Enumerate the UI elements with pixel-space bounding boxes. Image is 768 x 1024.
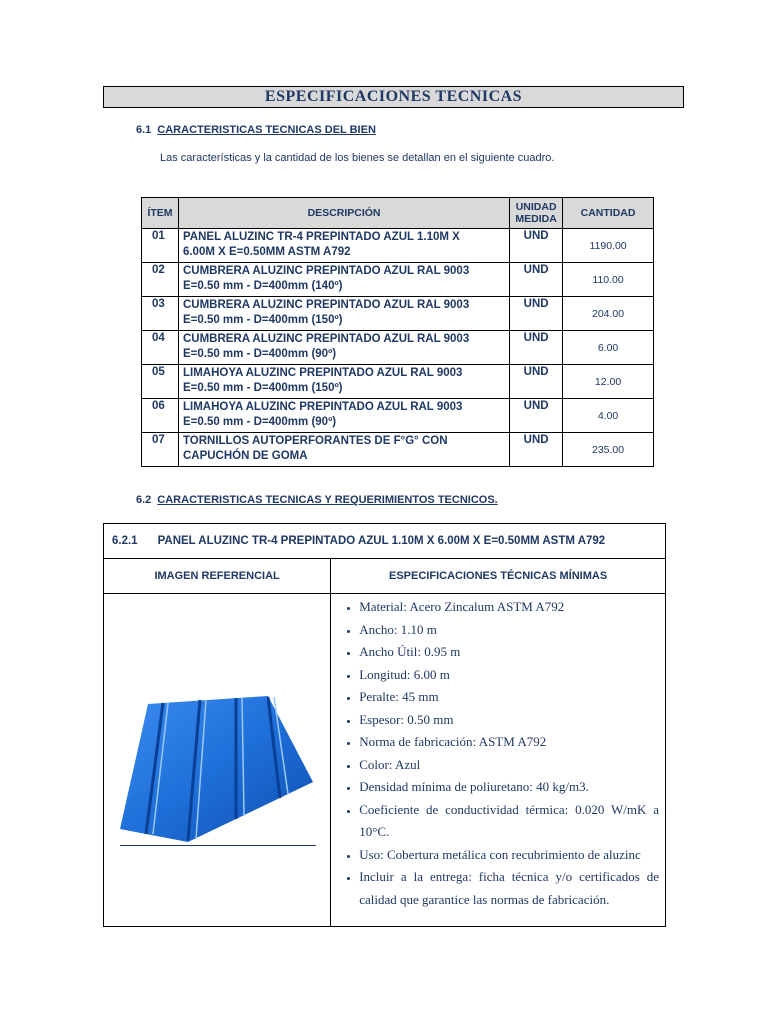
- row-unit: UND: [510, 297, 563, 331]
- spec-heading: PANEL ALUZINC TR-4 PREPINTADO AZUL 1.10M X 6.00M X E=0.50MM ASTM A792: [157, 535, 606, 547]
- spec-item: • Peralte: 45 mm: [359, 686, 659, 709]
- row-item: 05: [142, 365, 179, 399]
- header-quantity: CANTIDAD: [563, 198, 654, 229]
- row-item: 01: [142, 229, 179, 263]
- col-specs-header: ESPECIFICACIONES TÉCNICAS MÍNIMAS: [331, 559, 666, 594]
- reference-image-cell: [104, 594, 331, 927]
- table-row: [142, 297, 654, 331]
- desc-line2: E=0.50 mm - D=400mm (90º): [182, 416, 337, 428]
- spec-title: [104, 524, 666, 559]
- specs-list-cell: [331, 594, 666, 927]
- spec-item: • Norma de fabricación: ASTM A792: [359, 731, 659, 754]
- row-item: 03: [142, 297, 179, 331]
- table-row: [142, 331, 654, 365]
- spec-item: • Color: Azul: [359, 754, 659, 777]
- spec-item: • Ancho: 1.10 m: [359, 619, 659, 642]
- header-item: ÍTEM: [142, 198, 179, 229]
- row-description: [178, 433, 509, 467]
- spec-number: 6.2.1: [112, 535, 138, 547]
- spec-item: • Material: Acero Zincalum ASTM A792: [359, 596, 659, 619]
- row-quantity: 204.00: [563, 297, 654, 331]
- row-item: 06: [142, 399, 179, 433]
- items-table: [141, 197, 654, 467]
- row-unit: UND: [510, 399, 563, 433]
- image-underline: [120, 845, 316, 846]
- row-quantity: 110.00: [563, 263, 654, 297]
- section-heading-6-2: [136, 494, 498, 506]
- row-description: [178, 263, 509, 297]
- col-image-header: IMAGEN REFERENCIAL: [104, 559, 331, 594]
- row-quantity: 4.00: [563, 399, 654, 433]
- spec-item: • Incluir a la entrega: ficha técnica y/o certificados de calidad que garantice las normas de fabricación.: [359, 866, 659, 911]
- specs-list: [339, 596, 659, 911]
- row-unit: UND: [510, 229, 563, 263]
- desc-line2: E=0.50 mm - D=400mm (150º): [182, 314, 343, 326]
- desc-line2: E=0.50 mm - D=400mm (140º): [182, 280, 343, 292]
- row-quantity: 12.00: [563, 365, 654, 399]
- desc-line2: E=0.50 mm - D=400mm (150º): [182, 382, 343, 394]
- desc-line1: CUMBRERA ALUZINC PREPINTADO AZUL RAL 9003: [182, 265, 470, 277]
- row-item: 02: [142, 263, 179, 297]
- row-unit: UND: [510, 365, 563, 399]
- section-title: CARACTERISTICAS TECNICAS Y REQUERIMIENTOS TECNICOS.: [157, 494, 498, 506]
- roof-panel-image: [118, 694, 318, 844]
- row-quantity: 1190.00: [563, 229, 654, 263]
- intro-paragraph: Las características y la cantidad de los bienes se detallan en el siguiente cuadro.: [160, 152, 555, 164]
- spec-item: • Coeficiente de conductividad térmica: 0.020 W/mK a 10°C.: [359, 799, 659, 844]
- desc-line1: CUMBRERA ALUZINC PREPINTADO AZUL RAL 9003: [182, 299, 470, 311]
- row-description: [178, 399, 509, 433]
- desc-line2: 6.00M X E=0.50MM ASTM A792: [182, 246, 351, 258]
- spec-item: • Longitud: 6.00 m: [359, 664, 659, 687]
- section-number: 6.2: [136, 494, 152, 506]
- table-row: [142, 433, 654, 467]
- row-quantity: 6.00: [563, 331, 654, 365]
- row-unit: UND: [510, 433, 563, 467]
- section-heading-6-1: [136, 124, 376, 136]
- row-description: [178, 229, 509, 263]
- header-unit-line1: UNIDAD: [515, 201, 557, 213]
- section-number: 6.1: [136, 124, 152, 136]
- table-row: [142, 229, 654, 263]
- spec-item: • Ancho Útil: 0.95 m: [359, 641, 659, 664]
- spec-item: • Densidad mínima de poliuretano: 40 kg/m3.: [359, 776, 659, 799]
- row-description: [178, 297, 509, 331]
- spec-header-row: [104, 524, 666, 559]
- table-row: [142, 263, 654, 297]
- desc-line1: TORNILLOS AUTOPERFORANTES DE F°G° CON: [182, 435, 448, 447]
- row-quantity: 235.00: [563, 433, 654, 467]
- header-unit-line2: MEDIDA: [515, 213, 557, 225]
- desc-line1: PANEL ALUZINC TR-4 PREPINTADO AZUL 1.10M X: [182, 231, 460, 243]
- desc-line2: CAPUCHÓN DE GOMA: [182, 450, 308, 462]
- document-title: ESPECIFICACIONES TECNICAS: [103, 86, 684, 108]
- spec-body-row: [104, 594, 666, 927]
- desc-line1: CUMBRERA ALUZINC PREPINTADO AZUL RAL 9003: [182, 333, 470, 345]
- table-row: [142, 399, 654, 433]
- desc-line1: LIMAHOYA ALUZINC PREPINTADO AZUL RAL 9003: [182, 401, 463, 413]
- spec-columns-row: [104, 559, 666, 594]
- desc-line1: LIMAHOYA ALUZINC PREPINTADO AZUL RAL 9003: [182, 367, 463, 379]
- header-unit: [510, 198, 563, 229]
- header-description: DESCRIPCIÓN: [178, 198, 509, 229]
- row-unit: UND: [510, 263, 563, 297]
- row-description: [178, 365, 509, 399]
- row-unit: UND: [510, 331, 563, 365]
- section-title: CARACTERISTICAS TECNICAS DEL BIEN: [157, 124, 376, 136]
- desc-line2: E=0.50 mm - D=400mm (90º): [182, 348, 337, 360]
- spec-table: [103, 523, 666, 927]
- row-item: 04: [142, 331, 179, 365]
- spec-item: • Espesor: 0.50 mm: [359, 709, 659, 732]
- row-description: [178, 331, 509, 365]
- spec-item: • Uso: Cobertura metálica con recubrimiento de aluzinc: [359, 844, 659, 867]
- row-item: 07: [142, 433, 179, 467]
- items-table-header: [142, 198, 654, 229]
- table-row: [142, 365, 654, 399]
